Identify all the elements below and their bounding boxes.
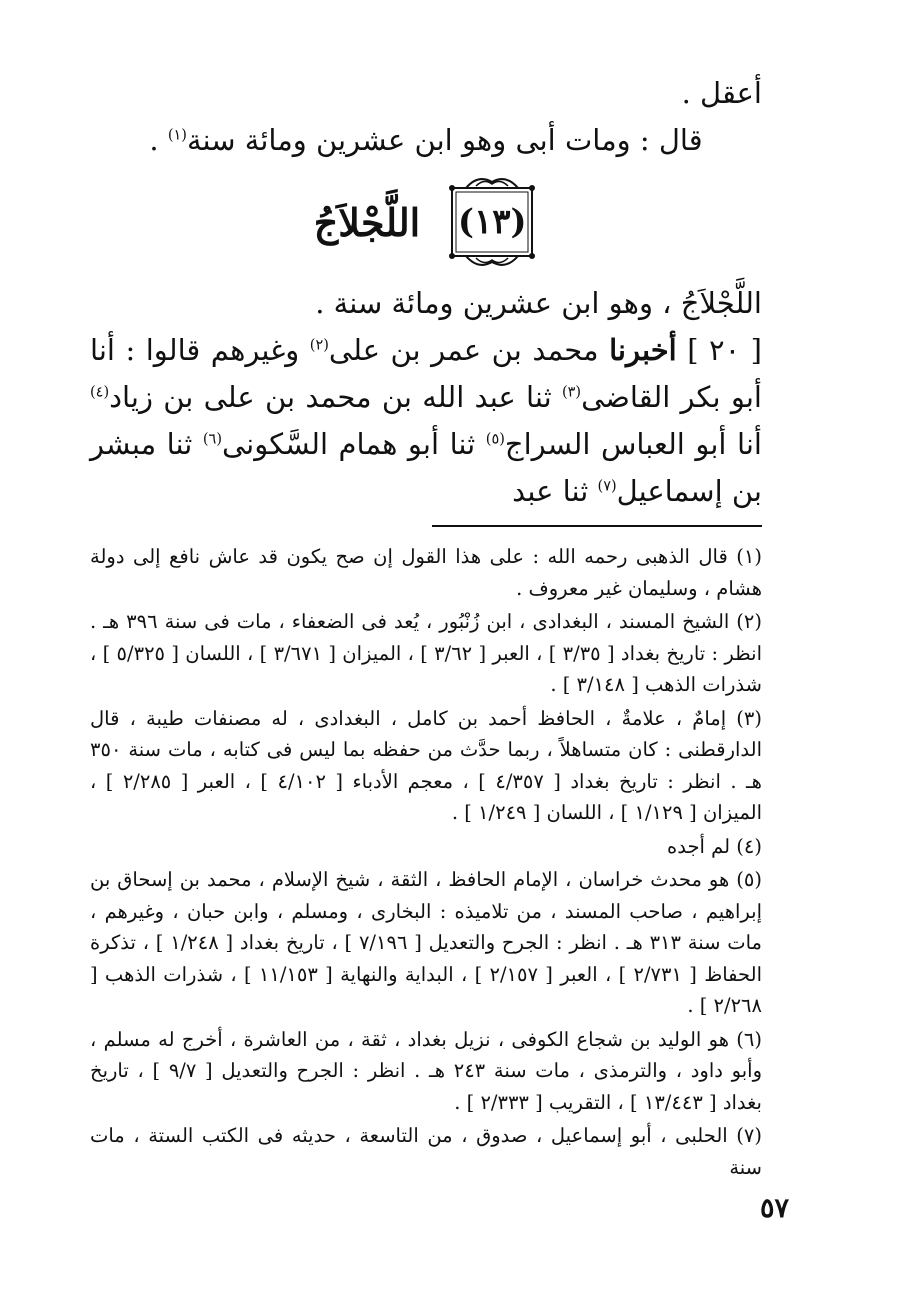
footnote-4: (٤) لم أجده [667, 834, 762, 858]
footnote-ref: (٢) [309, 337, 329, 354]
footnote-ref: (٥) [485, 431, 505, 448]
footnote-ref: (٧) [597, 478, 617, 495]
isnad-keyword: أخبرنا [609, 333, 677, 367]
isnad-text: أنا أبو العباس السراج [504, 427, 762, 461]
main-text [90, 70, 762, 515]
isnad-text: محمد بن عمر بن على [328, 333, 610, 367]
ornament-frame [446, 174, 538, 270]
footnote-separator-wrap [90, 515, 762, 541]
footnote-ref-1: (١) [167, 127, 187, 144]
section-title [90, 174, 762, 270]
isnad-text: ثنا أبو همام السَّكونى [222, 427, 486, 461]
isnad-text: وغيرهم قالوا : أنا أبو بكر القاضى [90, 333, 762, 414]
text-line-2-body: قال : ومات أبى وهو ابن عشرين ومائة سنة [186, 123, 703, 157]
isnad-paragraph [90, 327, 762, 515]
text-line-2 [90, 117, 762, 164]
footnote-6: (٦) هو الوليد بن شجاع الكوفى ، نزيل بغداد ، ثقة ، من العاشرة ، أخرج له مسلم ، وأبو داود ، والترمذى ، مات سنة ٢٤٣ هـ . انظر : الجرح والتعديل [ ٩/٧ ] ، تاريخ بغداد [ ١٣/٤٤٣ ] ، التقريب [ ٢/٣٣٣ ] . [90, 1027, 762, 1114]
section-number: (١٣) [457, 201, 527, 242]
isnad-text: ثنا مبشر بن إسماعيل [90, 427, 762, 508]
footnote-ref: (٤) [90, 384, 110, 401]
footnote-ref: (٣) [561, 384, 582, 401]
isnad-text: [ ٢٠ ] [676, 333, 762, 367]
footnote-ref: (٦) [202, 431, 223, 448]
footnote-7: (٧) الحلبى ، أبو إسماعيل ، صدوق ، من التاسعة ، حديثه فى الكتب الستة ، مات سنة [90, 1124, 762, 1179]
footnote-5: (٥) هو محدث خراسان ، الإمام الحافظ ، الثقة ، شيخ الإسلام ، محمد بن إسحاق بن إبراهيم ، صاحب المسند ، من تلاميذه : البخارى ، ومسلم ، وابن حبان ، وغيرهم ، مات سنة ٣١٣ هـ . انظر : الجرح والتعديل [ ٧/١٩٦ ] ، تاريخ بغداد [ ١/٢٤٨ ] ، تذكرة الحفاظ [ ٢/٧٣١ ] ، العبر [ ٢/١٥٧ ] ، البداية والنهاية [ ١١/١٥٣ ] ، شذرات الذهب [ ٢/٢٦٨ ] . [90, 868, 762, 1017]
text-line-1: أعقل . [681, 76, 762, 110]
text-line-2-end: . [149, 123, 168, 157]
footnotes [90, 541, 762, 1183]
page-content [90, 70, 762, 1185]
intro-line: اللَّجْلاَجُ ، وهو ابن عشرين ومائة سنة . [315, 286, 762, 320]
footnote-2: (٢) الشيخ المسند ، البغدادى ، ابن زُنْبُور ، يُعد فى الضعفاء ، مات فى سنة ٣٩٦ هـ . انظر : تاريخ بغداد [ ٣/٣٥ ] ، العبر [ ٣/٦٢ ] ، الميزان [ ٣/٦٧١ ] ، اللسان [ ٥/٣٢٥ ] ، شذرات الذهب [ ٣/١٤٨ ] . [90, 610, 762, 696]
section-name: اللَّجْلاَجُ [313, 199, 421, 245]
isnad-text: ثنا عبد [512, 474, 598, 508]
footnote-3: (٣) إمامٌ ، علامةٌ ، الحافظ أحمد بن كامل ، البغدادى ، له مصنفات طيبة ، قال الدارقطنى : كان متساهلاً ، ربما حدَّث من حفظه بما ليس فى كتابه ، مات سنة ٣٥٠ هـ . انظر : تاريخ بغداد [ ٤/٣٥٧ ] ، معجم الأدباء [ ٤/١٠٢ ] ، العبر [ ٢/٢٨٥ ] ، الميزان [ ١/١٢٩ ] ، اللسان [ ١/٢٤٩ ] . [90, 706, 762, 824]
page-number: ٥٧ [760, 1193, 790, 1224]
isnad-text: ثنا عبد الله بن محمد بن على بن زياد [109, 380, 562, 414]
footnote-1: (١) قال الذهبى رحمه الله : على هذا القول إن صح يكون قد عاش نافع إلى دولة هشام ، وسليمان غير معروف . [90, 545, 762, 600]
footnote-separator [432, 525, 762, 527]
